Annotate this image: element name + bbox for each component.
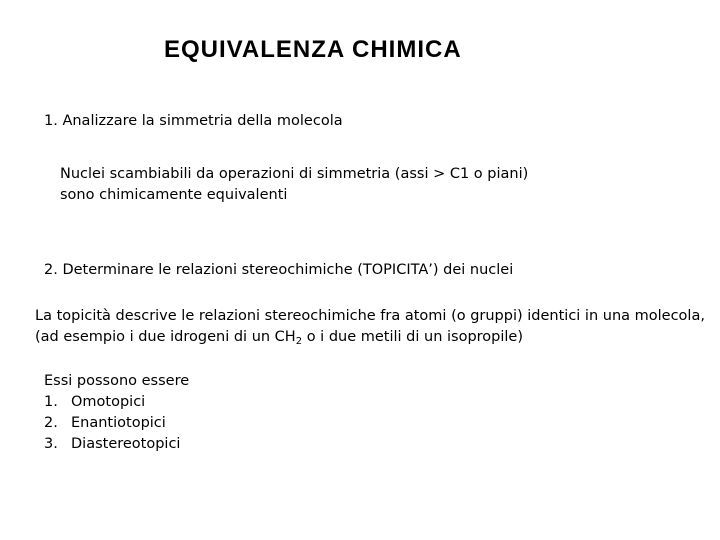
list-item — [44, 392, 189, 413]
list-label: Diastereotopici — [71, 436, 181, 452]
topicity-line: La topicità descrive le relazioni stereochimiche fra atomi (o gruppi) identici in una molecola, — [35, 308, 705, 324]
list-number: 3. — [44, 436, 58, 452]
step-1-heading: 1. Analizzare la simmetria della molecola — [44, 113, 343, 129]
example-text: o i due metili di un isopropile) — [302, 329, 524, 345]
page-title: EQUIVALENZA CHIMICA — [164, 36, 462, 63]
list-label: Enantiotopici — [71, 415, 166, 431]
step-1-detail-line: sono chimicamente equivalenti — [60, 187, 288, 203]
step-2-heading: 2. Determinare le relazioni stereochimiche (TOPICITA’) dei nuclei — [44, 262, 514, 278]
topicity-example-line — [35, 327, 705, 348]
topicity-definition — [35, 306, 705, 348]
example-text: (ad esempio i due idrogeni di un CH — [35, 329, 296, 345]
list-item — [44, 434, 189, 455]
step-1-detail — [60, 164, 528, 206]
list-number: 1. — [44, 394, 58, 410]
step-1-detail-line: Nuclei scambiabili da operazioni di simmetria (assi > C1 o piani) — [60, 166, 529, 182]
list-number: 2. — [44, 415, 58, 431]
topicity-types — [44, 371, 189, 455]
types-intro: Essi possono essere — [44, 373, 190, 389]
list-item — [44, 413, 189, 434]
list-label: Omotopici — [71, 394, 146, 410]
subscript-2: 2 — [295, 336, 303, 347]
